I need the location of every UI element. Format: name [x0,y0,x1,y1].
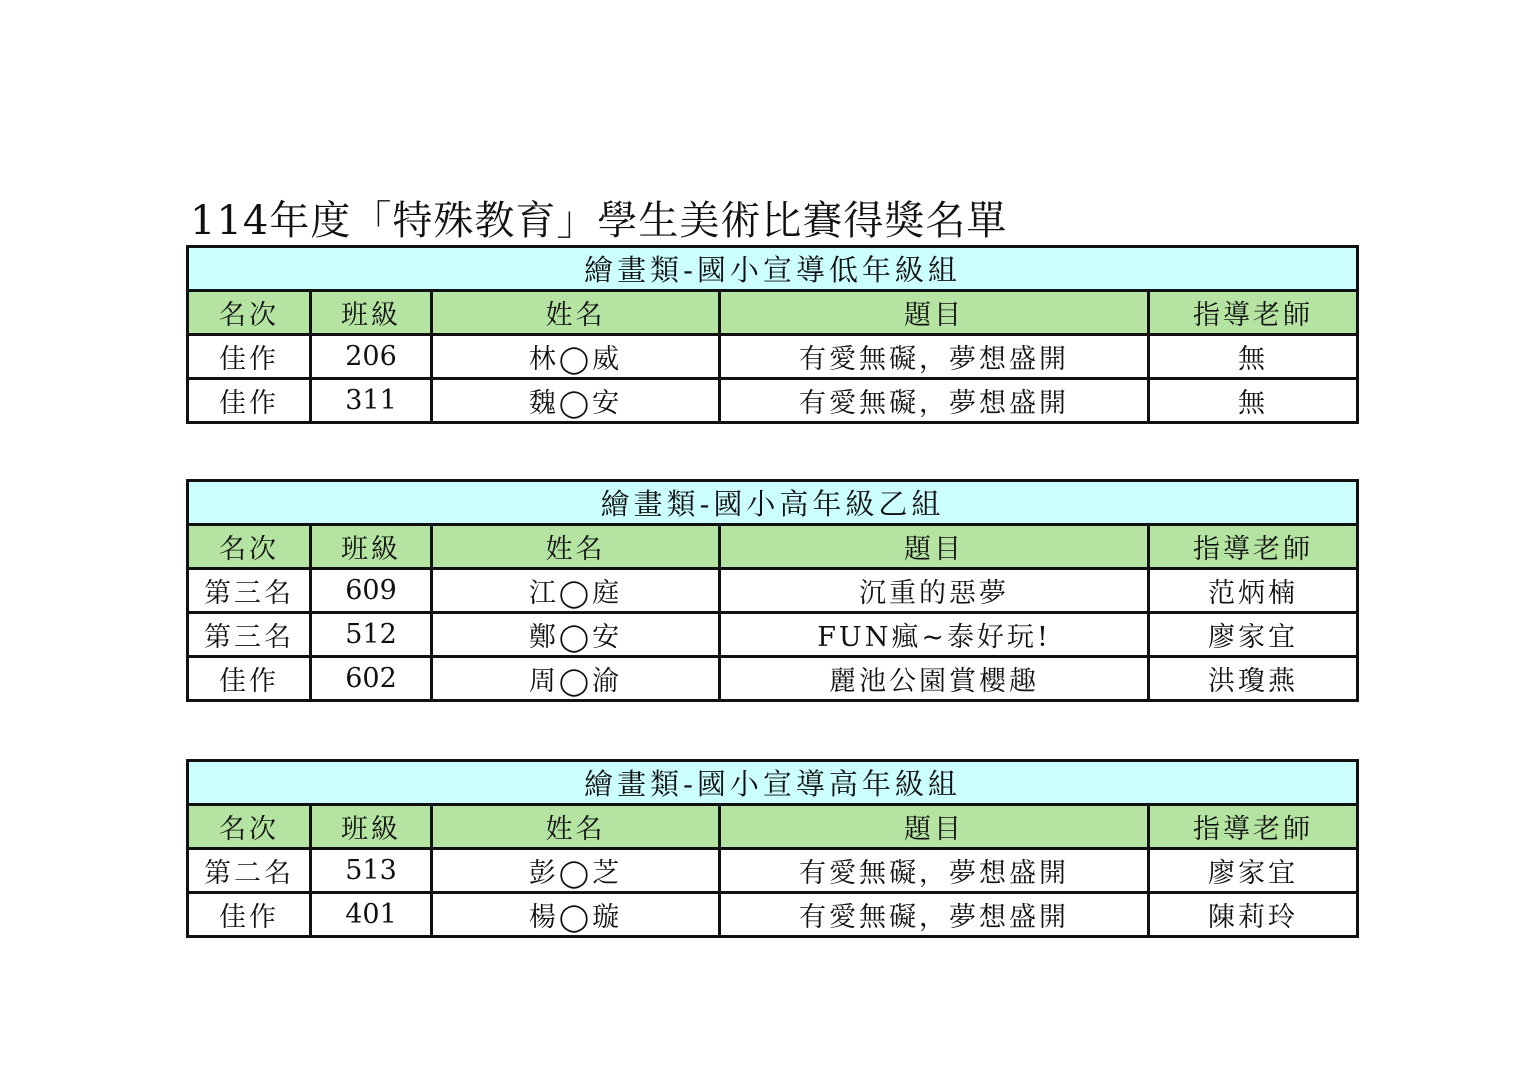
column-header-row [188,525,1358,569]
header-name: 姓名 [432,805,720,849]
teacher-cell: 陳莉玲 [1149,893,1358,937]
award-table-upper-grade-promo [186,759,1359,938]
column-header-row [188,291,1358,335]
class-cell: 311 [311,379,432,423]
rank-cell: 佳作 [188,893,311,937]
topic-cell: 有愛無礙，夢想盛開 [720,379,1149,423]
header-topic: 題目 [720,291,1149,335]
rank-cell: 佳作 [188,335,311,379]
student-name-cell: 彭◯芝 [432,849,720,893]
group-title-row [188,247,1358,291]
header-name: 姓名 [432,525,720,569]
group-title-row [188,761,1358,805]
header-name: 姓名 [432,291,720,335]
award-table-upper-grade-b [186,479,1359,702]
student-name-cell: 林◯威 [432,335,720,379]
student-name-cell: 楊◯璇 [432,893,720,937]
teacher-cell: 洪瓊燕 [1149,657,1358,701]
group-title-row [188,481,1358,525]
rank-cell: 第三名 [188,569,311,613]
header-topic: 題目 [720,525,1149,569]
class-cell: 401 [311,893,432,937]
group-title: 繪畫類-國小高年級乙組 [188,481,1358,525]
topic-cell: 有愛無礙，夢想盛開 [720,849,1149,893]
topic-cell: 沉重的惡夢 [720,569,1149,613]
teacher-cell: 廖家宜 [1149,613,1358,657]
header-class: 班級 [311,805,432,849]
teacher-cell: 無 [1149,335,1358,379]
table-row [188,379,1358,423]
column-header-row [188,805,1358,849]
teacher-cell: 廖家宜 [1149,849,1358,893]
table-row [188,613,1358,657]
class-cell: 513 [311,849,432,893]
student-name-cell: 江◯庭 [432,569,720,613]
class-cell: 512 [311,613,432,657]
group-title: 繪畫類-國小宣導低年級組 [188,247,1358,291]
header-rank: 名次 [188,525,311,569]
topic-cell: 有愛無礙，夢想盛開 [720,893,1149,937]
group-title: 繪畫類-國小宣導高年級組 [188,761,1358,805]
teacher-cell: 范炳楠 [1149,569,1358,613]
table-row [188,893,1358,937]
header-rank: 名次 [188,291,311,335]
teacher-cell: 無 [1149,379,1358,423]
class-cell: 602 [311,657,432,701]
table-row [188,657,1358,701]
topic-cell: FUN瘋~泰好玩! [720,613,1149,657]
topic-cell: 有愛無礙，夢想盛開 [720,335,1149,379]
header-class: 班級 [311,525,432,569]
student-name-cell: 魏◯安 [432,379,720,423]
table-row [188,569,1358,613]
header-teacher: 指導老師 [1149,525,1358,569]
header-topic: 題目 [720,805,1149,849]
rank-cell: 佳作 [188,657,311,701]
rank-cell: 第三名 [188,613,311,657]
header-rank: 名次 [188,805,311,849]
topic-cell: 麗池公園賞櫻趣 [720,657,1149,701]
header-class: 班級 [311,291,432,335]
table-row [188,849,1358,893]
rank-cell: 佳作 [188,379,311,423]
student-name-cell: 周◯渝 [432,657,720,701]
class-cell: 609 [311,569,432,613]
page-title: 114年度「特殊教育」學生美術比賽得獎名單 [190,198,1008,244]
header-teacher: 指導老師 [1149,805,1358,849]
header-teacher: 指導老師 [1149,291,1358,335]
student-name-cell: 鄭◯安 [432,613,720,657]
award-table-lower-grade-promo [186,245,1359,424]
table-row [188,335,1358,379]
rank-cell: 第二名 [188,849,311,893]
class-cell: 206 [311,335,432,379]
